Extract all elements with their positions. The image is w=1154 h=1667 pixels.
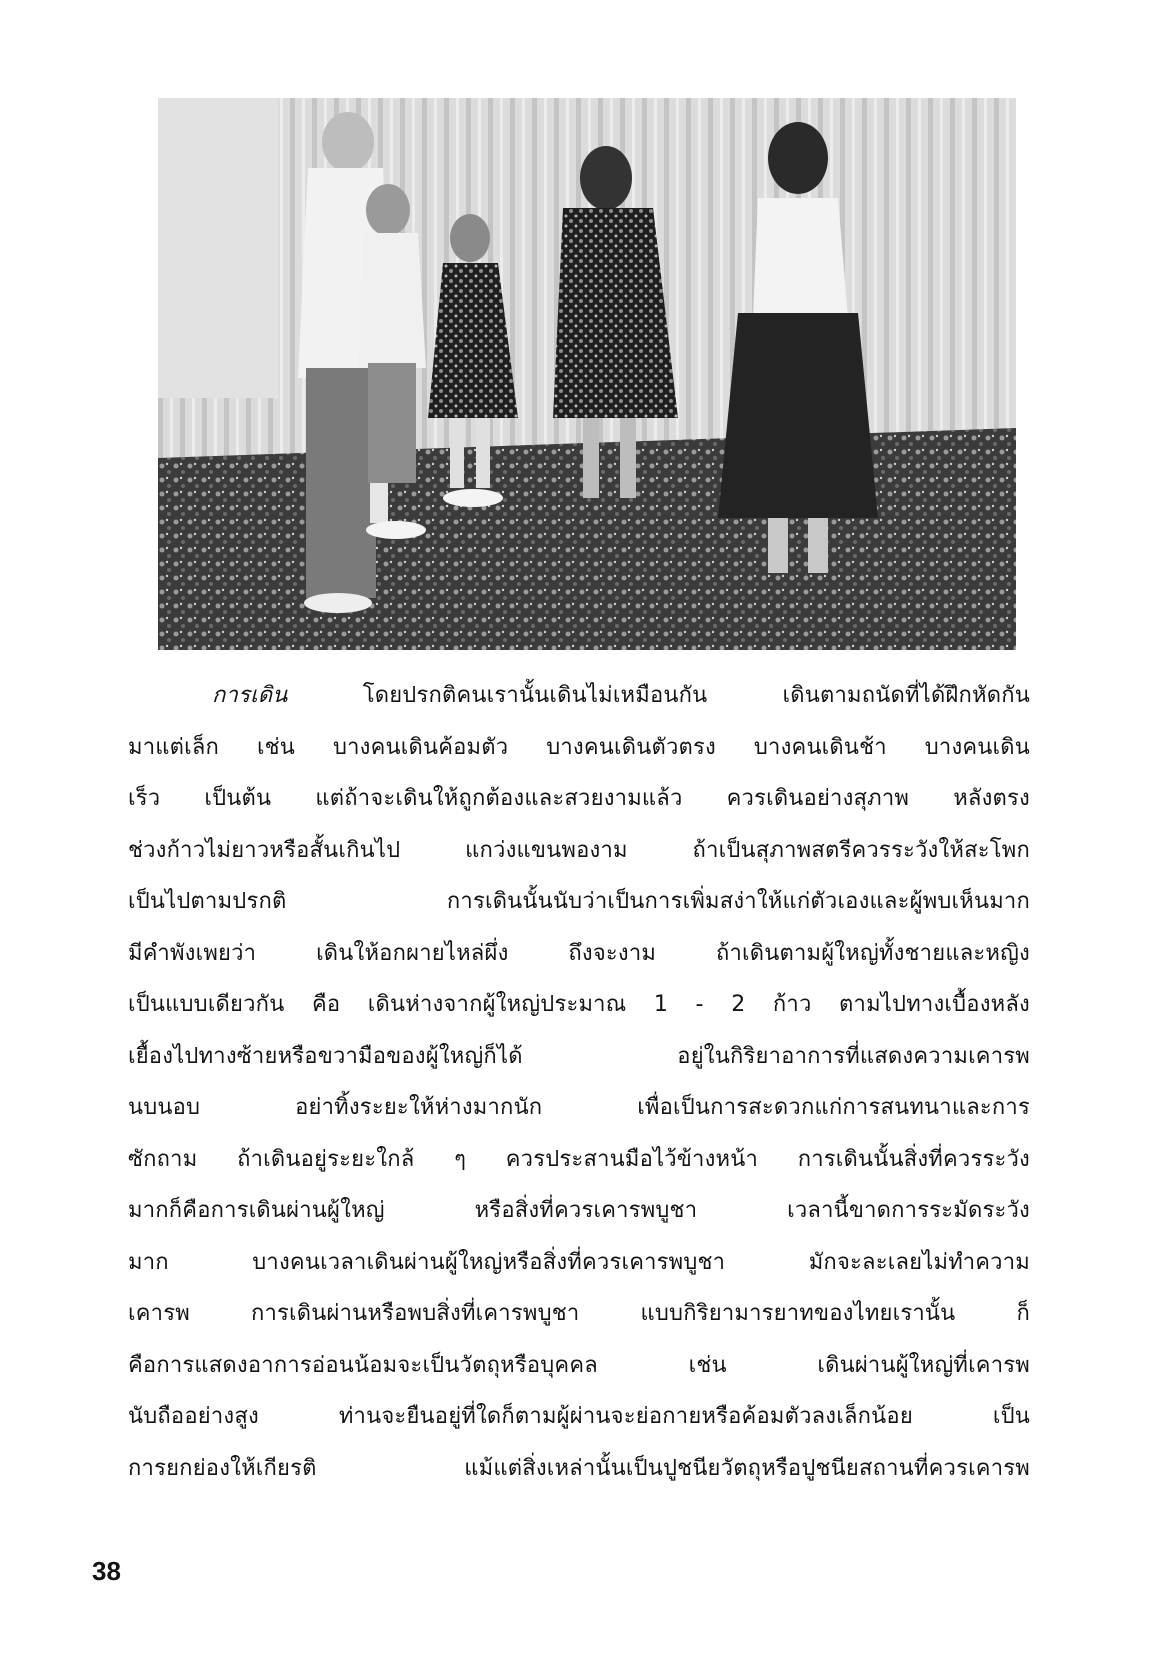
paragraph-line: มาก บางคนเวลาเดินผ่านผู้ใหญ่หรือสิ่งที่ควรเคารพบูชา มักจะละเลยไม่ทำความ — [128, 1249, 1030, 1275]
paragraph-line — [128, 670, 1030, 722]
paragraph-line: นับถืออย่างสูง ท่านจะยืนอยู่ที่ใดก็ตามผู้ผ่านจะย่อกายหรือค้อมตัวลงเล็กน้อย เป็น — [128, 1404, 1030, 1429]
page-number: 38 — [92, 1556, 121, 1586]
paragraph-line: มีคำพังเพยว่า เดินให้อกผายไหล่ผึ่ง ถึงจะงาม ถ้าเดินตามผู้ใหญ่ทั้งชายและหญิง — [128, 940, 1030, 966]
paragraph-line: ซักถาม ถ้าเดินอยู่ระยะใกล้ ๆ ควรประสานมือไว้ข้างหน้า การเดินนั้นสิ่งที่ควรระวัง — [128, 1146, 1030, 1172]
paragraph-line: ช่วงก้าวไม่ยาวหรือสั้นเกินไป แกว่งแขนพองาม ถ้าเป็นสุภาพสตรีควรระวังให้สะโพก — [128, 837, 1030, 863]
photo-illustration — [158, 98, 1016, 650]
paragraph-line: มาแต่เล็ก เช่น บางคนเดินค้อมตัว บางคนเดินตัวตรง บางคนเดินช้า บางคนเดิน — [128, 734, 1030, 760]
paragraph-line: เป็นแบบเดียวกัน คือ เดินห่างจากผู้ใหญ่ประมาณ 1 - 2 ก้าว ตามไปทางเบื้องหลัง — [128, 992, 1030, 1017]
paragraph-line: เคารพ การเดินผ่านหรือพบสิ่งที่เคารพบูชา แบบกิริยามารยาทของไทยเรานั้น ก็ — [128, 1301, 1030, 1326]
paragraph-line: คือการแสดงอาการอ่อนน้อมจะเป็นวัตถุหรือบุคคล เช่น เดินผ่านผู้ใหญ่ที่เคารพ — [128, 1352, 1030, 1378]
paragraph-line: เร็ว เป็นต้น แต่ถ้าจะเดินให้ถูกต้องและสวยงามแล้ว ควรเดินอย่างสุภาพ หลังตรง — [128, 786, 1030, 811]
paragraph-line: นบนอบ อย่าทิ้งระยะให้ห่างมากนัก เพื่อเป็นการสะดวกแก่การสนทนาและการ — [128, 1095, 1030, 1120]
paragraph-line: เยื้องไปทางซ้ายหรือขวามือของผู้ใหญ่ก็ได้ อยู่ในกิริยาอาการที่แสดงความเคารพ — [128, 1043, 1030, 1069]
lead-word: การเดิน — [212, 683, 288, 708]
paragraph-line: การยกย่องให้เกียรติ แม้แต่สิ่งเหล่านั้นเป็นปูชนียวัตถุหรือปูชนียสถานที่ควรเคารพ — [128, 1455, 1030, 1481]
body-paragraph — [128, 670, 1030, 1494]
first-line-text: โดยปรกติคนเรานั้นเดินไม่เหมือนกัน เดินตามถนัดที่ได้ฝึกหัดกัน — [287, 683, 1030, 708]
family-photo — [158, 98, 1016, 650]
paragraph-line: เป็นไปตามปรกติ การเดินนั้นนับว่าเป็นการเพิ่มสง่าให้แก่ตัวเองและผู้พบเห็นมาก — [128, 889, 1030, 914]
paragraph-line: มากก็คือการเดินผ่านผู้ใหญ่ หรือสิ่งที่ควรเคารพบูชา เวลานี้ขาดการระมัดระวัง — [128, 1198, 1030, 1223]
